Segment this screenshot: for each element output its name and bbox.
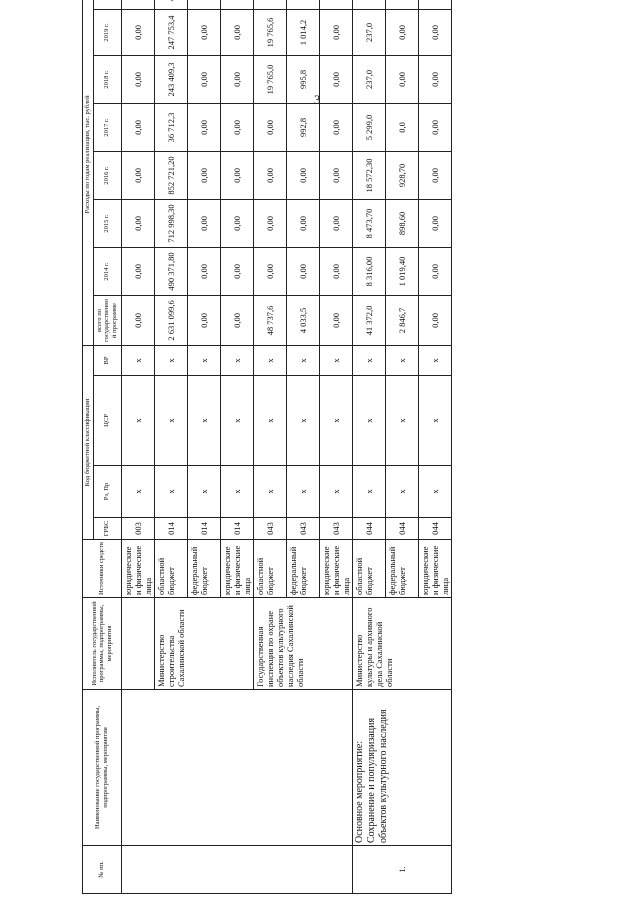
table-row [121, 0, 154, 894]
row-year-value: 0,00 [418, 199, 451, 247]
row-year-value: 0,00 [418, 55, 451, 103]
row-year-value [385, 0, 418, 9]
row-executor: Государственная инспекция по охране объектов культурного наследия Сахалинской области [253, 598, 352, 690]
row-year-value: 712 998,30 [154, 199, 187, 247]
row-grbs: 043 [319, 518, 352, 540]
header-rzpr: Рз, Пр [93, 466, 121, 518]
row-year-value: 19 765,0 [253, 55, 286, 103]
row-year-value: 1 019,40 [385, 247, 418, 295]
row-executor: Министерство культуры и архивного дела Сахалинской области [352, 598, 451, 690]
row-source: федеральный бюджет [286, 540, 319, 598]
row-name [121, 690, 352, 846]
row-year-value: 0,00 [319, 199, 352, 247]
header-expenses: Расходы по годам реализации, тыс. рублей [83, 0, 94, 345]
row-year-value: 0,00 [319, 55, 352, 103]
row-csr: x [385, 376, 418, 466]
row-rzpr: x [187, 466, 220, 518]
row-vr: x [319, 345, 352, 375]
row-source: областной бюджет [154, 540, 187, 598]
row-csr: x [154, 376, 187, 466]
row-year-value: 0,00 [286, 199, 319, 247]
row-grbs: 043 [286, 518, 319, 540]
row-year-value: 0,00 [319, 9, 352, 55]
row-year-value: 995,8 [286, 55, 319, 103]
header-budget-code: Код бюджетной классификации [83, 345, 94, 539]
table-body [121, 0, 451, 894]
row-source: юридические и физические лица [220, 540, 253, 598]
row-year-value: 0,00 [319, 103, 352, 151]
row-year-value [253, 0, 286, 9]
row-rzpr: x [154, 466, 187, 518]
row-year-value: 0,00 [121, 55, 154, 103]
header-vr: ВР [93, 345, 121, 375]
row-year-value: 8 473,70 [352, 199, 385, 247]
row-csr: x [253, 376, 286, 466]
row-year-value: 0,0 [385, 103, 418, 151]
header-year [93, 0, 121, 9]
row-year-value: 19 765,6 [253, 9, 286, 55]
header-csr: ЦСР [93, 376, 121, 466]
row-vr: x [154, 345, 187, 375]
row-csr: x [418, 376, 451, 466]
row-source: юридические и физические лица [418, 540, 451, 598]
row-rzpr: x [253, 466, 286, 518]
header-year: 2017 г. [93, 103, 121, 151]
header-year: 2016 г. [93, 151, 121, 199]
row-rzpr: x [121, 466, 154, 518]
header-total: всего по государственной программе [93, 295, 121, 345]
row-name: Основное мероприятие: Сохранение и популяризация объектов культурного наследия [352, 690, 451, 846]
row-source: юридические и физические лица [121, 540, 154, 598]
row-vr: x [385, 345, 418, 375]
row-total: 0,00 [121, 295, 154, 345]
rotated-table-container [82, 14, 632, 894]
row-year-value: 36 712,3 [154, 103, 187, 151]
row-grbs: 044 [352, 518, 385, 540]
row-year-value: 0,00 [220, 199, 253, 247]
row-year-value: 0,00 [220, 151, 253, 199]
row-year-value: 0,00 [253, 103, 286, 151]
row-total: 2 846,7 [385, 295, 418, 345]
row-vr: x [220, 345, 253, 375]
row-year-value [154, 0, 187, 9]
row-year-value [187, 0, 220, 9]
row-year-value: 0,00 [121, 199, 154, 247]
row-year-value: 0,00 [385, 9, 418, 55]
row-rzpr: x [418, 466, 451, 518]
row-source: юридические и физические лица [319, 540, 352, 598]
row-year-value: 928,70 [385, 151, 418, 199]
row-year-value: 0,00 [418, 9, 451, 55]
row-total: 0,00 [319, 295, 352, 345]
row-executor [121, 598, 154, 690]
row-year-value: 237,0 [352, 55, 385, 103]
row-year-value: 8 316,00 [352, 247, 385, 295]
row-grbs: 043 [253, 518, 286, 540]
row-year-value: 0,00 [187, 9, 220, 55]
row-year-value: 0,00 [187, 103, 220, 151]
row-year-value: 0,00 [187, 199, 220, 247]
row-year-value: 0,00 [121, 151, 154, 199]
row-vr: x [352, 345, 385, 375]
row-source: федеральный бюджет [187, 540, 220, 598]
row-csr: x [286, 376, 319, 466]
row-year-value: 0,00 [286, 151, 319, 199]
row-year-value: 0,00 [319, 151, 352, 199]
row-year-value: 0,00 [385, 55, 418, 103]
row-executor: Министерство строительства Сахалинской области [154, 598, 253, 690]
header-year: 2014 г. [93, 247, 121, 295]
row-grbs: 014 [154, 518, 187, 540]
row-total: 0,00 [220, 295, 253, 345]
row-year-value [286, 0, 319, 9]
table-row [352, 0, 385, 894]
row-grbs: 014 [187, 518, 220, 540]
row-year-value: 0,00 [253, 151, 286, 199]
row-csr: x [220, 376, 253, 466]
row-source: областной бюджет [253, 540, 286, 598]
row-year-value: 0,00 [220, 103, 253, 151]
row-source: федеральный бюджет [385, 540, 418, 598]
row-year-value: 0,00 [418, 103, 451, 151]
row-year-value: 0,00 [286, 247, 319, 295]
row-csr: x [319, 376, 352, 466]
row-year-value: 852 721,20 [154, 151, 187, 199]
row-year-value: 247 753,4 [154, 9, 187, 55]
row-year-value: 0,00 [187, 151, 220, 199]
row-year-value: 0,00 [121, 247, 154, 295]
row-rzpr: x [352, 466, 385, 518]
row-total: 2 631 099,6 [154, 295, 187, 345]
row-year-value: 0,00 [121, 103, 154, 151]
row-number: 1. [352, 846, 451, 894]
row-year-value: 0,00 [253, 199, 286, 247]
row-year-value: 5 299,0 [352, 103, 385, 151]
header-executor: Исполнитель государственной программы, подпрограммы, мероприятия [83, 598, 122, 690]
row-vr: x [253, 345, 286, 375]
row-year-value [418, 0, 451, 9]
header-grbs: ГРБС [93, 518, 121, 540]
row-grbs: 014 [220, 518, 253, 540]
row-number [121, 846, 352, 894]
row-year-value: 0,00 [418, 247, 451, 295]
row-csr: x [352, 376, 385, 466]
row-year-value: 0,00 [418, 151, 451, 199]
row-grbs: 003 [121, 518, 154, 540]
row-year-value: 0,00 [220, 55, 253, 103]
row-rzpr: x [385, 466, 418, 518]
row-year-value: 0,00 [187, 247, 220, 295]
row-year-value: 18 572,30 [352, 151, 385, 199]
row-year-value: 243 409,3 [154, 55, 187, 103]
header-year: 2018 г. [93, 55, 121, 103]
row-rzpr: x [286, 466, 319, 518]
row-year-value: 237,0 [352, 9, 385, 55]
row-total: 4 033,5 [286, 295, 319, 345]
row-total: 48 737,6 [253, 295, 286, 345]
row-vr: x [121, 345, 154, 375]
row-year-value [319, 0, 352, 9]
row-year-value: 0,00 [253, 247, 286, 295]
row-csr: x [187, 376, 220, 466]
row-rzpr: x [220, 466, 253, 518]
row-year-value: 490 371,80 [154, 247, 187, 295]
row-year-value: 1 014,2 [286, 9, 319, 55]
row-rzpr: x [319, 466, 352, 518]
row-grbs: 044 [418, 518, 451, 540]
header-year: 2015 г. [93, 199, 121, 247]
row-csr: x [121, 376, 154, 466]
row-year-value [220, 0, 253, 9]
row-vr: x [286, 345, 319, 375]
row-year-value: 0,00 [121, 9, 154, 55]
budget-table [82, 0, 452, 894]
row-source: областной бюджет [352, 540, 385, 598]
row-year-value [352, 0, 385, 9]
page-number: 3 [314, 92, 321, 107]
header-year: 2019 г. [93, 9, 121, 55]
row-year-value: 0,00 [220, 9, 253, 55]
row-year-value: 0,00 [187, 55, 220, 103]
row-year-value: 898,60 [385, 199, 418, 247]
row-total: 0,00 [418, 295, 451, 345]
header-source: Источники средств [83, 540, 122, 598]
row-vr: x [418, 345, 451, 375]
row-vr: x [187, 345, 220, 375]
header-name: Наименование государственной программы, подпрограммы, мероприятия [83, 690, 122, 846]
row-year-value [121, 0, 154, 9]
row-total: 41 372,0 [352, 295, 385, 345]
row-grbs: 044 [385, 518, 418, 540]
row-year-value: 992,8 [286, 103, 319, 151]
header-num: № пп. [83, 846, 122, 894]
row-year-value: 0,00 [220, 247, 253, 295]
row-year-value: 0,00 [319, 247, 352, 295]
row-total: 0,00 [187, 295, 220, 345]
